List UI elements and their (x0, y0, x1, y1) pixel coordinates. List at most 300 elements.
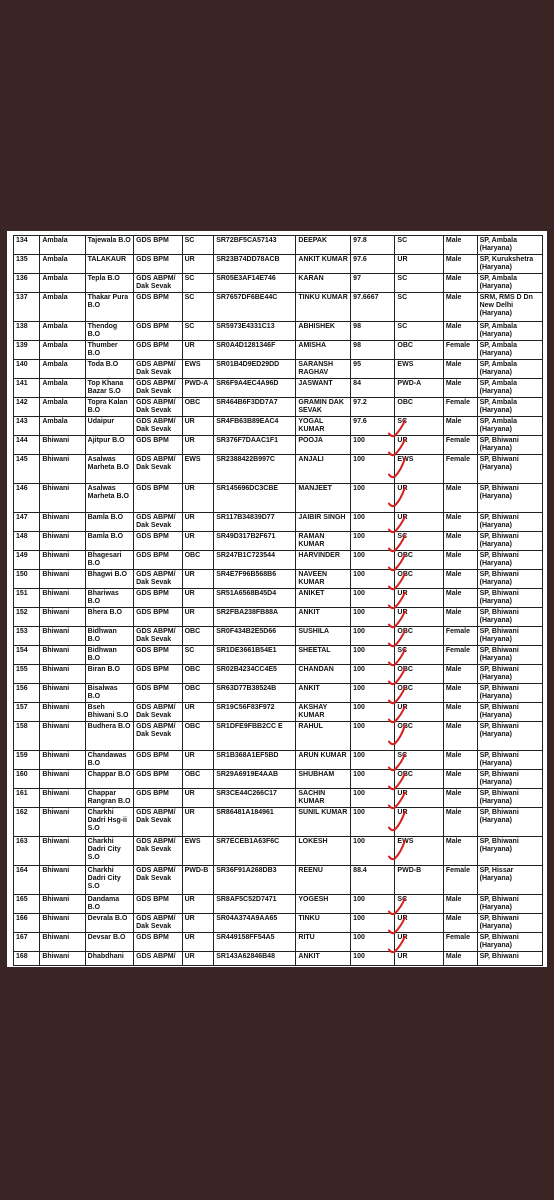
cell-division: Bhiwani (40, 933, 85, 952)
cell-marks: 97.6 (351, 255, 395, 274)
cell-marks: 100 (351, 627, 395, 646)
cell-office: Asalwas Marheta B.O (85, 484, 133, 513)
cell-name: JASWANT (296, 379, 351, 398)
cell-name: TINKU (296, 914, 351, 933)
cell-cat2: SC (395, 417, 443, 436)
cell-cat2: UR (395, 933, 443, 952)
cell-gender: Male (443, 770, 477, 789)
cell-cat: UR (182, 895, 214, 914)
cell-post: GDS BPM (134, 646, 182, 665)
cell-marks: 100 (351, 551, 395, 570)
cell-division: Ambala (40, 360, 85, 379)
cell-cat2: SC (395, 274, 443, 293)
cell-post: GDS ABPM/ Dak Sevak (134, 914, 182, 933)
cell-reg: SR72BF5CA57143 (214, 236, 296, 255)
cell-marks: 100 (351, 484, 395, 513)
table-row (14, 751, 543, 770)
table-row (14, 341, 543, 360)
table-row (14, 255, 543, 274)
table-row (14, 837, 543, 866)
cell-office: Ajitpur B.O (85, 436, 133, 455)
cell-office: Biran B.O (85, 665, 133, 684)
cell-name: POOJA (296, 436, 351, 455)
cell-gender: Male (443, 532, 477, 551)
cell-sno: 148 (14, 532, 40, 551)
cell-gender: Male (443, 417, 477, 436)
cell-sno: 157 (14, 703, 40, 722)
cell-post: GDS ABPM/ Dak Sevak (134, 866, 182, 895)
cell-gender: Male (443, 513, 477, 532)
cell-post: GDS BPM (134, 589, 182, 608)
cell-cat: UR (182, 436, 214, 455)
cell-division: Bhiwani (40, 866, 85, 895)
cell-cat2: SC (395, 532, 443, 551)
cell-gender: Male (443, 751, 477, 770)
cell-cat2: SC (395, 895, 443, 914)
cell-gender: Male (443, 255, 477, 274)
cell-authority: SP, Bhiwani (Haryana) (477, 589, 542, 608)
cell-cat: OBC (182, 551, 214, 570)
cell-cat2: EWS (395, 455, 443, 484)
cell-authority: SP, Bhiwani (Haryana) (477, 513, 542, 532)
cell-name: GRAMIN DAK SEVAK (296, 398, 351, 417)
cell-cat2: UR (395, 703, 443, 722)
table-row (14, 933, 543, 952)
cell-gender: Male (443, 570, 477, 589)
cell-reg: SR145696DC3CBE (214, 484, 296, 513)
table-row (14, 322, 543, 341)
cell-name: DEEPAK (296, 236, 351, 255)
cell-authority: SP, Bhiwani (Haryana) (477, 484, 542, 513)
cell-cat: EWS (182, 360, 214, 379)
cell-authority: SP, Ambala (Haryana) (477, 274, 542, 293)
cell-post: GDS ABPM/ Dak Sevak (134, 703, 182, 722)
cell-name: RAMAN KUMAR (296, 532, 351, 551)
cell-name: ANJALI (296, 455, 351, 484)
table-row (14, 570, 543, 589)
cell-gender: Female (443, 341, 477, 360)
table-row (14, 703, 543, 722)
cell-authority: SP, Bhiwani (Haryana) (477, 751, 542, 770)
cell-office: Toda B.O (85, 360, 133, 379)
cell-cat: SC (182, 274, 214, 293)
cell-name: CHANDAN (296, 665, 351, 684)
cell-cat: OBC (182, 627, 214, 646)
cell-division: Bhiwani (40, 665, 85, 684)
cell-office: Thendog B.O (85, 322, 133, 341)
cell-cat2: EWS (395, 837, 443, 866)
cell-gender: Male (443, 551, 477, 570)
cell-sno: 154 (14, 646, 40, 665)
cell-cat: UR (182, 341, 214, 360)
cell-office: Thakar Pura B.O (85, 293, 133, 322)
cell-authority: SP, Ambala (Haryana) (477, 236, 542, 255)
cell-reg: SR7ECEB1A63F6C (214, 837, 296, 866)
cell-office: Bhariwas B.O (85, 589, 133, 608)
cell-name: ARUN KUMAR (296, 751, 351, 770)
cell-sno: 149 (14, 551, 40, 570)
cell-name: MANJEET (296, 484, 351, 513)
cell-name: ANKIT (296, 684, 351, 703)
cell-cat2: OBC (395, 570, 443, 589)
document-page (7, 231, 547, 967)
cell-division: Bhiwani (40, 751, 85, 770)
cell-cat: UR (182, 808, 214, 837)
cell-office: Chappar B.O (85, 770, 133, 789)
cell-name: SARANSH RAGHAV (296, 360, 351, 379)
cell-sno: 160 (14, 770, 40, 789)
cell-sno: 153 (14, 627, 40, 646)
table-row (14, 722, 543, 751)
cell-marks: 100 (351, 513, 395, 532)
cell-authority: SRM, RMS D Dn New Delhi (Haryana) (477, 293, 542, 322)
cell-post: GDS ABPM/ Dak Sevak (134, 379, 182, 398)
cell-reg: SR464B6F3DD7A7 (214, 398, 296, 417)
cell-name: YOGESH (296, 895, 351, 914)
cell-reg: SR01B4D9ED29DD (214, 360, 296, 379)
cell-office: Charkhi Dadri Hsg-ii S.O (85, 808, 133, 837)
cell-cat: UR (182, 417, 214, 436)
cell-reg: SR19C56F83F972 (214, 703, 296, 722)
cell-cat2: SC (395, 236, 443, 255)
cell-authority: SP, Bhiwani (Haryana) (477, 722, 542, 751)
cell-gender: Female (443, 455, 477, 484)
cell-division: Bhiwani (40, 455, 85, 484)
cell-sno: 167 (14, 933, 40, 952)
cell-office: Charkhi Dadri City S.O (85, 866, 133, 895)
cell-post: GDS ABPM/ Dak Sevak (134, 417, 182, 436)
cell-cat2: PWD-B (395, 866, 443, 895)
cell-authority: SP, Bhiwani (Haryana) (477, 436, 542, 455)
cell-division: Bhiwani (40, 484, 85, 513)
cell-cat2: OBC (395, 398, 443, 417)
cell-sno: 152 (14, 608, 40, 627)
cell-division: Bhiwani (40, 570, 85, 589)
cell-authority: SP, Bhiwani (Haryana) (477, 608, 542, 627)
cell-division: Bhiwani (40, 952, 85, 966)
cell-post: GDS BPM (134, 532, 182, 551)
cell-authority: SP, Kurukshetra (Haryana) (477, 255, 542, 274)
cell-office: Bidhwan B.O (85, 646, 133, 665)
cell-cat2: UR (395, 255, 443, 274)
table-row (14, 417, 543, 436)
cell-division: Bhiwani (40, 436, 85, 455)
cell-sno: 150 (14, 570, 40, 589)
cell-gender: Male (443, 322, 477, 341)
cell-authority: SP, Bhiwani (Haryana) (477, 455, 542, 484)
cell-sno: 159 (14, 751, 40, 770)
cell-gender: Female (443, 866, 477, 895)
cell-post: GDS BPM (134, 789, 182, 808)
cell-post: GDS BPM (134, 436, 182, 455)
cell-division: Bhiwani (40, 808, 85, 837)
cell-office: Asalwas Marheta B.O (85, 455, 133, 484)
table-row (14, 808, 543, 837)
cell-name: SHUBHAM (296, 770, 351, 789)
cell-post: GDS BPM (134, 341, 182, 360)
cell-post: GDS ABPM/ Dak Sevak (134, 455, 182, 484)
cell-cat: SC (182, 293, 214, 322)
cell-cat2: SC (395, 293, 443, 322)
cell-division: Bhiwani (40, 589, 85, 608)
cell-sno: 158 (14, 722, 40, 751)
cell-office: Top Khana Bazar S.O (85, 379, 133, 398)
cell-division: Bhiwani (40, 789, 85, 808)
cell-office: Udaipur (85, 417, 133, 436)
cell-gender: Male (443, 703, 477, 722)
cell-cat2: UR (395, 952, 443, 966)
cell-division: Bhiwani (40, 608, 85, 627)
cell-authority: SP, Ambala (Haryana) (477, 360, 542, 379)
cell-post: GDS ABPM/ Dak Sevak (134, 808, 182, 837)
cell-authority: SP, Bhiwani (Haryana) (477, 933, 542, 952)
cell-division: Ambala (40, 379, 85, 398)
cell-sno: 141 (14, 379, 40, 398)
cell-reg: SR2388422B997C (214, 455, 296, 484)
cell-post: GDS BPM (134, 608, 182, 627)
cell-office: Topra Kalan B.O (85, 398, 133, 417)
cell-office: Dandama B.O (85, 895, 133, 914)
cell-office: Tajewala B.O (85, 236, 133, 255)
cell-gender: Female (443, 436, 477, 455)
cell-gender: Female (443, 398, 477, 417)
table-row (14, 236, 543, 255)
cell-division: Bhiwani (40, 770, 85, 789)
cell-name: AMISHA (296, 341, 351, 360)
table-row (14, 789, 543, 808)
cell-office: Bhagwi B.O (85, 570, 133, 589)
cell-office: Bidhwan B.O (85, 627, 133, 646)
cell-cat: UR (182, 608, 214, 627)
cell-division: Ambala (40, 322, 85, 341)
cell-sno: 144 (14, 436, 40, 455)
cell-sno: 143 (14, 417, 40, 436)
cell-gender: Male (443, 808, 477, 837)
cell-marks: 100 (351, 608, 395, 627)
cell-cat: OBC (182, 665, 214, 684)
cell-reg: SR5973E4331C13 (214, 322, 296, 341)
cell-marks: 100 (351, 436, 395, 455)
cell-authority: SP, Bhiwani (Haryana) (477, 684, 542, 703)
cell-post: GDS ABPM/ Dak Sevak (134, 722, 182, 751)
cell-cat2: OBC (395, 665, 443, 684)
cell-post: GDS ABPM/ (134, 952, 182, 966)
cell-office: Bseh Bhiwani S.O (85, 703, 133, 722)
cell-sno: 163 (14, 837, 40, 866)
cell-name: SACHIN KUMAR (296, 789, 351, 808)
cell-authority: SP, Bhiwani (Haryana) (477, 837, 542, 866)
cell-post: GDS BPM (134, 255, 182, 274)
cell-marks: 84 (351, 379, 395, 398)
cell-cat: SC (182, 646, 214, 665)
cell-reg: SR0F434B2E5D66 (214, 627, 296, 646)
cell-sno: 138 (14, 322, 40, 341)
cell-gender: Male (443, 837, 477, 866)
cell-sno: 168 (14, 952, 40, 966)
cell-division: Ambala (40, 417, 85, 436)
cell-gender: Male (443, 379, 477, 398)
cell-post: GDS ABPM/ Dak Sevak (134, 837, 182, 866)
cell-gender: Female (443, 646, 477, 665)
cell-office: Tepla B.O (85, 274, 133, 293)
cell-reg: SR63D77B38524B (214, 684, 296, 703)
cell-cat2: OBC (395, 770, 443, 789)
cell-division: Bhiwani (40, 551, 85, 570)
cell-cat: PWD-A (182, 379, 214, 398)
table-row (14, 360, 543, 379)
cell-name: ANKIT (296, 952, 351, 966)
cell-cat2: UR (395, 589, 443, 608)
cell-reg: SR49D317B2F671 (214, 532, 296, 551)
cell-reg: SR0A4D1281346F (214, 341, 296, 360)
cell-name: KARAN (296, 274, 351, 293)
cell-office: Devsar B.O (85, 933, 133, 952)
cell-cat2: UR (395, 914, 443, 933)
cell-gender: Male (443, 236, 477, 255)
cell-cat2: SC (395, 322, 443, 341)
cell-reg: SR29A6919E4AAB (214, 770, 296, 789)
cell-marks: 100 (351, 914, 395, 933)
cell-cat2: UR (395, 808, 443, 837)
cell-authority: SP, Bhiwani (Haryana) (477, 646, 542, 665)
cell-gender: Male (443, 722, 477, 751)
cell-gender: Male (443, 484, 477, 513)
cell-office: TALAKAUR (85, 255, 133, 274)
cell-cat: UR (182, 570, 214, 589)
table-row (14, 532, 543, 551)
table-row (14, 866, 543, 895)
cell-division: Bhiwani (40, 532, 85, 551)
cell-name: REENU (296, 866, 351, 895)
cell-marks: 97.6667 (351, 293, 395, 322)
cell-marks: 100 (351, 789, 395, 808)
cell-reg: SR6F9A4EC4A96D (214, 379, 296, 398)
cell-name: JAIBIR SINGH (296, 513, 351, 532)
cell-authority: SP, Ambala (Haryana) (477, 322, 542, 341)
cell-reg: SR376F7DAAC1F1 (214, 436, 296, 455)
cell-marks: 100 (351, 589, 395, 608)
cell-post: GDS BPM (134, 770, 182, 789)
table-row (14, 274, 543, 293)
result-table (13, 235, 543, 966)
cell-cat2: UR (395, 513, 443, 532)
cell-cat: UR (182, 751, 214, 770)
cell-cat: OBC (182, 770, 214, 789)
cell-reg: SR1DFE9FBB2CC E (214, 722, 296, 751)
cell-reg: SR23B74DD78ACB (214, 255, 296, 274)
cell-post: GDS ABPM/ Dak Sevak (134, 398, 182, 417)
cell-cat: OBC (182, 684, 214, 703)
cell-authority: SP, Bhiwani (Haryana) (477, 551, 542, 570)
cell-marks: 100 (351, 952, 395, 966)
cell-post: GDS ABPM/ Dak Sevak (134, 360, 182, 379)
cell-post: GDS BPM (134, 684, 182, 703)
cell-cat2: UR (395, 484, 443, 513)
table-row (14, 513, 543, 532)
cell-cat: UR (182, 532, 214, 551)
cell-post: GDS ABPM/ Dak Sevak (134, 570, 182, 589)
cell-office: Bhera B.O (85, 608, 133, 627)
cell-authority: SP, Ambala (Haryana) (477, 379, 542, 398)
table-row (14, 455, 543, 484)
cell-authority: SP, Bhiwani (Haryana) (477, 665, 542, 684)
cell-sno: 134 (14, 236, 40, 255)
cell-post: GDS BPM (134, 322, 182, 341)
cell-division: Ambala (40, 236, 85, 255)
cell-gender: Male (443, 684, 477, 703)
cell-marks: 100 (351, 703, 395, 722)
cell-sno: 137 (14, 293, 40, 322)
cell-cat: OBC (182, 398, 214, 417)
cell-authority: SP, Bhiwani (Haryana) (477, 703, 542, 722)
cell-cat: UR (182, 255, 214, 274)
cell-sno: 142 (14, 398, 40, 417)
cell-marks: 100 (351, 532, 395, 551)
cell-name: SUSHILA (296, 627, 351, 646)
cell-sno: 135 (14, 255, 40, 274)
cell-post: GDS BPM (134, 895, 182, 914)
cell-authority: SP, Ambala (Haryana) (477, 398, 542, 417)
cell-reg: SR2FBA238FB88A (214, 608, 296, 627)
cell-reg: SR7657DF6BE44C (214, 293, 296, 322)
cell-cat2: OBC (395, 551, 443, 570)
table-row (14, 895, 543, 914)
cell-cat: EWS (182, 837, 214, 866)
cell-office: Devrala B.O (85, 914, 133, 933)
cell-gender: Male (443, 608, 477, 627)
cell-gender: Male (443, 360, 477, 379)
cell-marks: 98 (351, 322, 395, 341)
cell-authority: SP, Bhiwani (Haryana) (477, 532, 542, 551)
cell-division: Ambala (40, 293, 85, 322)
cell-cat: UR (182, 933, 214, 952)
cell-post: GDS ABPM/ Dak Sevak (134, 627, 182, 646)
cell-office: Bhagesari B.O (85, 551, 133, 570)
cell-name: ANKIT (296, 608, 351, 627)
cell-cat2: OBC (395, 722, 443, 751)
cell-gender: Male (443, 914, 477, 933)
cell-name: ABHISHEK (296, 322, 351, 341)
table-row (14, 770, 543, 789)
cell-marks: 100 (351, 751, 395, 770)
table-row (14, 398, 543, 417)
cell-office: Dhabdhani (85, 952, 133, 966)
cell-reg: SR449158FF54A5 (214, 933, 296, 952)
cell-cat: UR (182, 914, 214, 933)
cell-cat: SC (182, 322, 214, 341)
cell-marks: 100 (351, 665, 395, 684)
cell-cat2: OBC (395, 627, 443, 646)
cell-sno: 156 (14, 684, 40, 703)
cell-authority: SP, Bhiwani (Haryana) (477, 627, 542, 646)
cell-post: GDS BPM (134, 751, 182, 770)
cell-cat: PWD-B (182, 866, 214, 895)
cell-division: Bhiwani (40, 627, 85, 646)
cell-cat: UR (182, 952, 214, 966)
cell-reg: SR1DE3661B54E1 (214, 646, 296, 665)
cell-name: HARVINDER (296, 551, 351, 570)
cell-marks: 100 (351, 808, 395, 837)
table-row (14, 646, 543, 665)
cell-cat: UR (182, 484, 214, 513)
cell-reg: SR117B34839D77 (214, 513, 296, 532)
cell-post: GDS ABPM/ Dak Sevak (134, 513, 182, 532)
cell-reg: SR02B4234CC4E5 (214, 665, 296, 684)
table-row (14, 952, 543, 966)
cell-reg: SR05E3AF14E746 (214, 274, 296, 293)
table-row (14, 293, 543, 322)
cell-marks: 100 (351, 684, 395, 703)
